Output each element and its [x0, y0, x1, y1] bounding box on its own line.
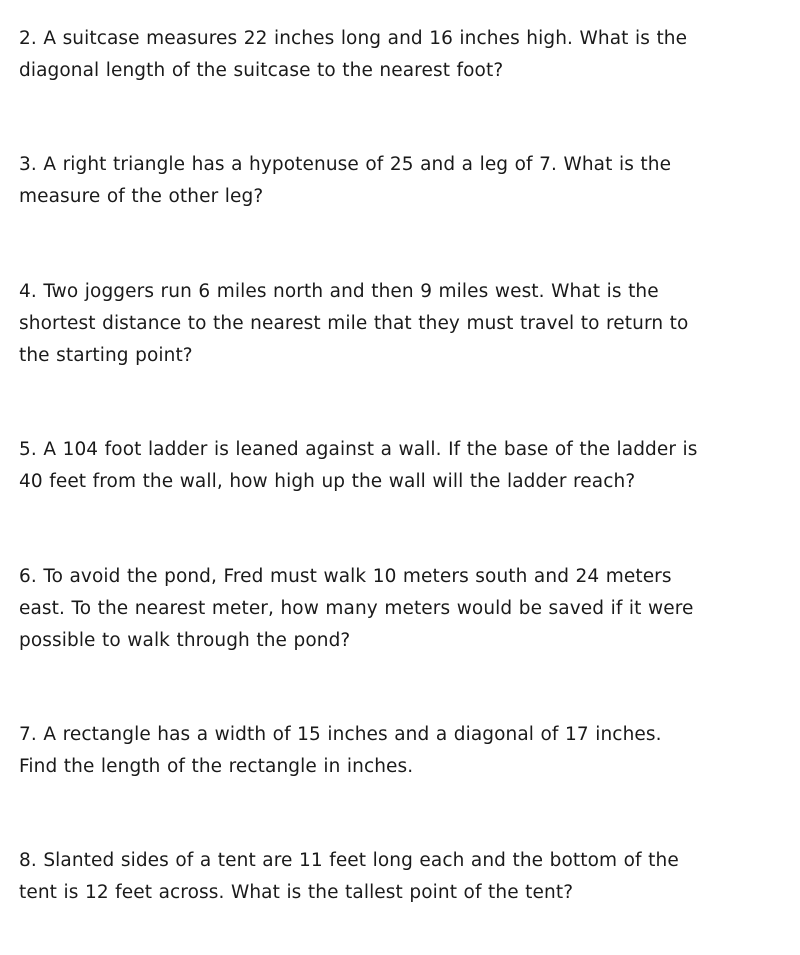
problem-5-line-2: 40 feet from the wall, how high up the wall will the ladder reach? [19, 471, 636, 492]
problem-3-line-1: 3. A right triangle has a hypotenuse of 25 and a leg of 7. What is the [19, 154, 672, 175]
problem-3 [19, 149, 789, 213]
problem-3-line-2: measure of the other leg? [19, 186, 264, 207]
problem-7-line-2: Find the length of the rectangle in inches. [19, 756, 414, 777]
problem-2-line-2: diagonal length of the suitcase to the nearest foot? [19, 60, 504, 81]
problem-5-line-1: 5. A 104 foot ladder is leaned against a wall. If the base of the ladder is [19, 439, 698, 460]
problem-4-line-3: the starting point? [19, 345, 193, 366]
problem-4 [19, 276, 789, 372]
problem-8-line-1: 8. Slanted sides of a tent are 11 feet long each and the bottom of the [19, 850, 679, 871]
problem-5 [19, 434, 789, 498]
problem-7-line-1: 7. A rectangle has a width of 15 inches and a diagonal of 17 inches. [19, 724, 662, 745]
problem-4-line-1: 4. Two joggers run 6 miles north and then 9 miles west. What is the [19, 281, 659, 302]
problem-4-line-2: shortest distance to the nearest mile that they must travel to return to [19, 313, 689, 334]
problem-2 [19, 23, 789, 87]
problem-7 [19, 719, 789, 783]
problem-6-line-2: east. To the nearest meter, how many meters would be saved if it were [19, 598, 694, 619]
problem-8-line-2: tent is 12 feet across. What is the tallest point of the tent? [19, 882, 574, 903]
problem-8 [19, 845, 789, 909]
problem-6-line-3: possible to walk through the pond? [19, 630, 351, 651]
problem-6-line-1: 6. To avoid the pond, Fred must walk 10 meters south and 24 meters [19, 566, 672, 587]
problem-2-line-1: 2. A suitcase measures 22 inches long and 16 inches high. What is the [19, 28, 688, 49]
problem-6 [19, 561, 789, 657]
